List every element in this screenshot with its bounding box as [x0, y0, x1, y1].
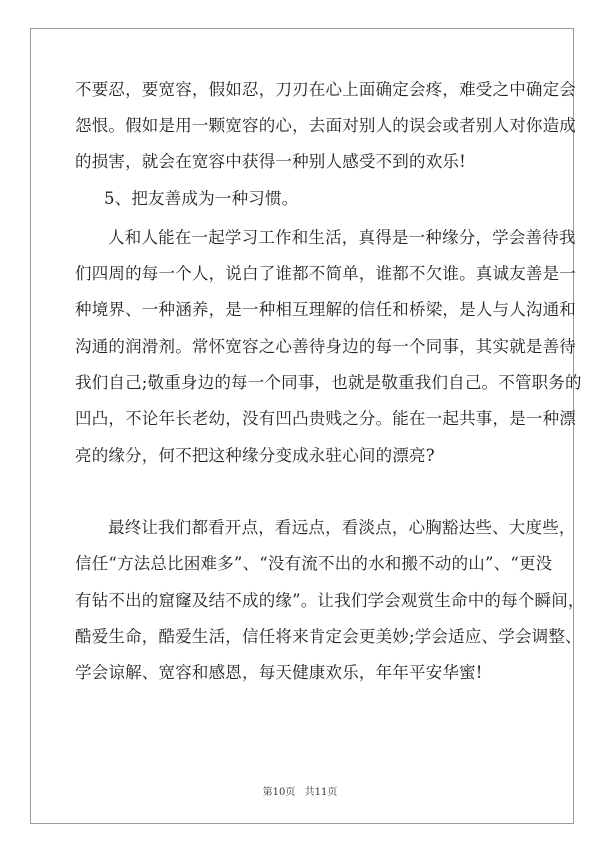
page-footer — [0, 786, 600, 800]
text-line: 亮的缘分，何不把这种缘分变成永驻心间的漂亮? — [75, 446, 435, 465]
text-line: 信任“方法总比困难多”、“没有流不出的水和搬不动的山”、“更没 — [75, 554, 553, 573]
text-line: 有钻不出的窟窿及结不成的缘”。让我们学会观赏生命中的每个瞬间， — [75, 591, 585, 610]
text-line: 最终让我们都看开点，看远点，看淡点，心胸豁达些、大度些， — [108, 518, 576, 537]
text-line: 不要忍，要宽容，假如忍，刀刃在心上面确定会疼，难受之中确定会 — [75, 80, 576, 99]
section-heading: 5、把友善成为一种习惯。 — [104, 189, 299, 208]
text-line: 学会谅解、宽容和感恩，每天健康欢乐，年年平安华蜜! — [75, 663, 483, 682]
text-line: 们四周的每一个人，说白了谁都不简单，谁都不欠谁。真诚友善是一 — [75, 264, 576, 283]
text-line: 种境界、一种涵养，是一种相互理解的信任和桥梁，是人与人沟通和 — [75, 300, 576, 319]
page-number: 第10页 — [262, 787, 296, 798]
text-line: 怨恨。假如是用一颗宽容的心，去面对别人的误会或者别人对你造成 — [75, 116, 576, 135]
text-line: 我们自己;敬重身边的每一个同事，也就是敬重我们自己。不管职务的 — [75, 373, 582, 392]
text-line: 的损害，就会在宽容中获得一种别人感受不到的欢乐! — [75, 152, 466, 171]
text-line: 酷爱生命，酷爱生活，信任将来肯定会更美妙;学会适应、学会调整、 — [75, 627, 582, 646]
text-line: 沟通的润滑剂。常怀宽容之心善待身边的每一个同事，其实就是善待 — [75, 337, 576, 356]
text-line: 凹凸，不论年长老幼，没有凹凸贵贱之分。能在一起共事，是一种漂 — [75, 409, 576, 428]
text-line: 人和人能在一起学习工作和生活，真得是一种缘分，学会善待我 — [108, 228, 576, 247]
page-total: 共11页 — [304, 787, 338, 798]
